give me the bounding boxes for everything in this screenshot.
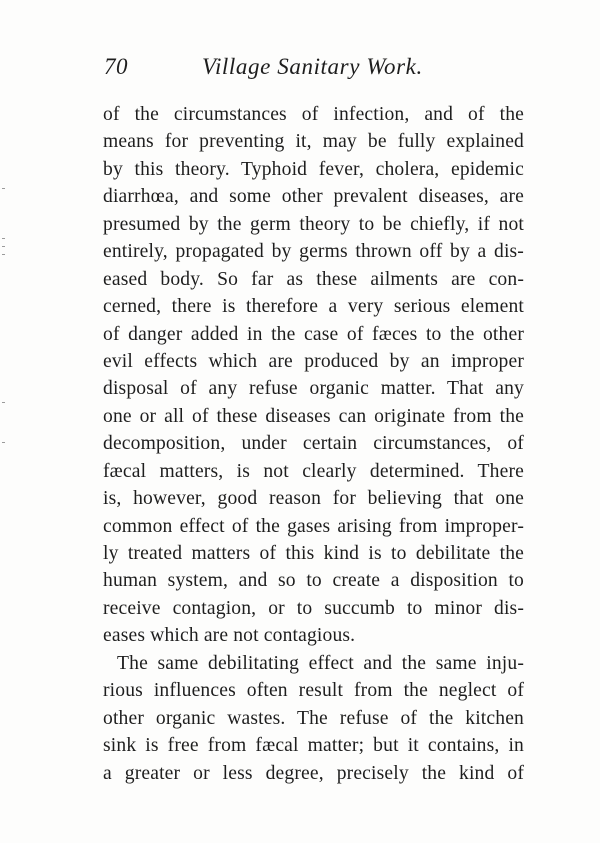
text-line: of the circumstances of infection, and of the [103, 104, 524, 125]
text-line: decomposition, under certain circumstances, of [103, 433, 524, 455]
paragraph-1 [103, 101, 524, 650]
text-line: receive contagion, or to succumb to minor dis- [103, 597, 524, 619]
text-line: other organic wastes. The refuse of the kitchen [103, 707, 524, 729]
paragraph-2 [103, 650, 524, 787]
page-number: 70 [104, 54, 128, 79]
text-line: is, however, good reason for believing that one [103, 488, 524, 510]
text-line: diarrhœa, and some other prevalent diseases, are [103, 186, 524, 208]
page-edge-marks [2, 180, 6, 460]
text-line: eases which are not contagious. [103, 625, 356, 647]
text-line: common effect of the gases arising from improper- [103, 515, 524, 537]
text-line: disposal of any refuse organic matter. That any [103, 378, 524, 400]
text-line: presumed by the germ theory to be chiefly, if not [103, 213, 524, 235]
body-text [103, 101, 524, 787]
text-line: cerned, there is therefore a very serious element [103, 296, 524, 318]
text-line: means for preventing it, may be fully explained [103, 131, 524, 153]
text-line: evil effects which are produced by an improper [103, 350, 524, 372]
text-line: by this theory. Typhoid fever, cholera, epidemic [103, 158, 524, 180]
running-header [104, 54, 524, 84]
text-line: fæcal matters, is not clearly determined. There [103, 460, 524, 482]
text-line: entirely, propagated by germs thrown off by a dis- [103, 241, 524, 263]
text-line: one or all of these diseases can originate from the [103, 405, 524, 427]
text-line: a greater or less degree, precisely the kind of [103, 762, 524, 784]
text-line: The same debilitating effect and the same inju- [117, 652, 524, 674]
text-line: ly treated matters of this kind is to debilitate the [103, 543, 524, 564]
text-line: sink is free from fæcal matter; but it contains, in [103, 735, 524, 757]
text-line: rious influences often result from the neglect of [103, 680, 524, 702]
text-line: human system, and so to create a disposition to [103, 570, 524, 592]
running-title: Village Sanitary Work. [202, 54, 423, 79]
text-line: eased body. So far as these ailments are con- [103, 268, 524, 290]
text-line: of danger added in the case of fæces to the other [103, 323, 524, 345]
